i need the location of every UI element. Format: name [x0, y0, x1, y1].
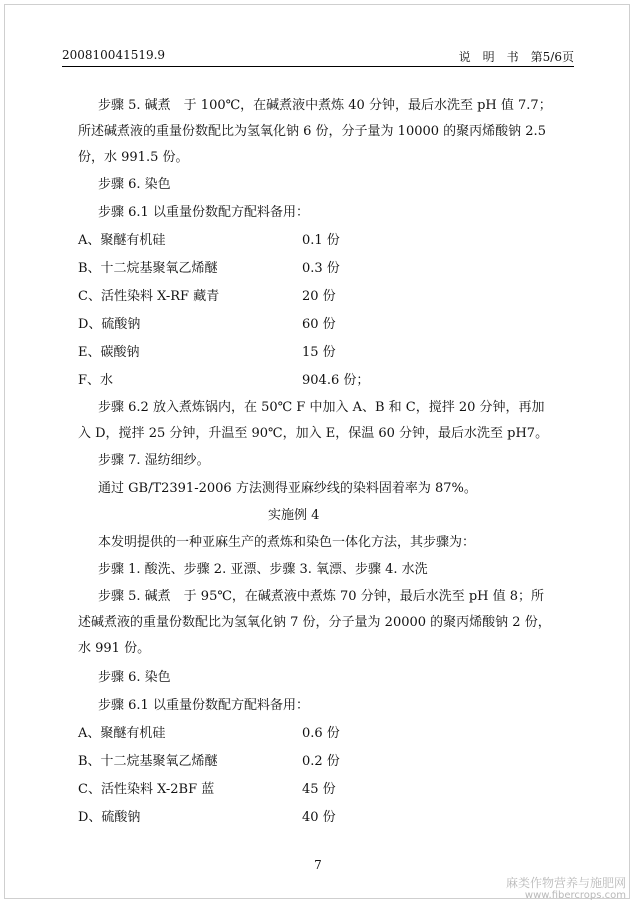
watermark-site-name: 麻类作物营养与施肥网: [505, 875, 626, 890]
formula-item-amount: 0.3 份: [302, 261, 340, 276]
header-rule: [62, 66, 574, 67]
formula-item-name: C、活性染料 X-RF 藏青: [78, 289, 220, 304]
paragraph-line: 步骤 6.2 放入煮炼锅内，在 50℃ F 中加入 A、B 和 C，搅拌 20 分钟，再加: [98, 400, 545, 415]
formula-item-amount: 45 份: [302, 782, 336, 797]
page-header: [62, 48, 574, 68]
paragraph-line: 份，水 991.5 份。: [78, 150, 189, 165]
formula-item: [78, 313, 140, 332]
step-heading: 步骤 7. 湿纺细纱。: [98, 453, 210, 468]
page-number: 7: [314, 858, 322, 872]
formula-item-amount: 904.6 份；: [302, 373, 370, 388]
formula-item-name: B、十二烷基聚氧乙烯醚: [78, 261, 218, 276]
formula-item: [78, 341, 140, 360]
paragraph-line: 步骤 1. 酸洗、步骤 2. 亚漂、步骤 3. 氧漂、步骤 4. 水洗: [98, 562, 428, 577]
formula-item-name: D、硫酸钠: [78, 317, 141, 332]
paragraph-line: 步骤 5. 碱煮 于 100℃，在碱煮液中煮炼 40 分钟，最后水洗至 pH 值 7.7；: [98, 98, 552, 113]
watermark-url: www.fibercrops.com: [524, 890, 626, 901]
watermark: [506, 877, 626, 901]
formula-item-name: F、水: [78, 373, 114, 388]
formula-item-amount: 0.2 份: [302, 754, 340, 769]
formula-item-name: C、活性染料 X-2BF 蓝: [78, 782, 215, 797]
step-heading: 步骤 6. 染色: [98, 670, 171, 685]
formula-item-name: E、碳酸钠: [78, 345, 140, 360]
section-heading: 实施例 4: [268, 508, 320, 523]
paragraph-line: 本发明提供的一种亚麻生产的煮炼和染色一体化方法，其步骤为：: [98, 535, 476, 550]
formula-item-name: A、聚醚有机硅: [78, 233, 166, 248]
paragraph-line: 步骤 5. 碱煮 于 95℃，在碱煮液中煮炼 70 分钟，最后水洗至 pH 值 8；所: [98, 589, 545, 604]
paragraph-line: 所述碱煮液的重量份数配比为氢氧化钠 6 份，分子量为 10000 的聚丙烯酸钠 2.5: [78, 124, 546, 139]
paragraph-line: 通过 GB/T2391-2006 方法测得亚麻纱线的染料固着率为 87%。: [98, 481, 477, 496]
doc-number: 200810041519.9: [62, 48, 166, 62]
step-heading: 步骤 6. 染色: [98, 177, 171, 192]
formula-item: [78, 778, 214, 797]
formula-item: [78, 722, 165, 741]
formula-item-amount: 0.1 份: [302, 233, 340, 248]
formula-item: [78, 806, 140, 825]
formula-item-amount: 60 份: [302, 317, 336, 332]
formula-item-name: D、硫酸钠: [78, 810, 141, 825]
paragraph-line: 水 991 份。: [78, 641, 151, 656]
formula-item: [78, 229, 165, 248]
formula-item-amount: 0.6 份: [302, 726, 340, 741]
formula-item: [78, 369, 113, 388]
paragraph-line: 步骤 6.1 以重量份数配方配料备用：: [98, 205, 309, 220]
formula-item: [78, 750, 218, 769]
section-label: 说 明 书 第5/6页: [458, 50, 574, 64]
paragraph-line: 述碱煮液的重量份数配比为氢氧化钠 7 份，分子量为 20000 的聚丙烯酸钠 2 份，: [78, 615, 551, 630]
formula-item-name: B、十二烷基聚氧乙烯醚: [78, 754, 218, 769]
formula-item: [78, 257, 218, 276]
paragraph-line: 入 D，搅拌 25 分钟，升温至 90℃，加入 E，保温 60 分钟，最后水洗至 pH7。: [78, 426, 549, 441]
formula-item-amount: 40 份: [302, 810, 336, 825]
paragraph-line: 步骤 6.1 以重量份数配方配料备用：: [98, 698, 309, 713]
formula-item: [78, 285, 219, 304]
formula-item-name: A、聚醚有机硅: [78, 726, 166, 741]
formula-item-amount: 20 份: [302, 289, 336, 304]
formula-item-amount: 15 份: [302, 345, 336, 360]
